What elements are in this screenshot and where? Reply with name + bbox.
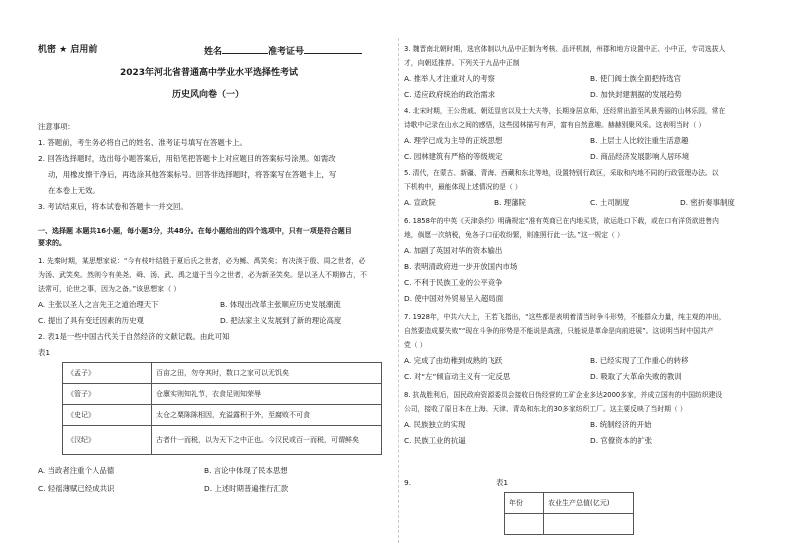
q8-stem: 公司，接收了原日本在上海、天津、青岛和东北的30多家纺织工厂。这主要反映了当时期（ ）: [404, 405, 687, 413]
q3-stem: 才，向朝廷推荐。下列关于九品中正制: [404, 59, 520, 67]
q5-option-b: B. 理藩院: [494, 198, 526, 207]
q6-option-d: D. 使中国对外贸易呈入超局面: [404, 294, 504, 303]
table-row: [505, 514, 634, 535]
q4-stem: 4. 北宋时期，王公贵戚、朝廷显官以及士大夫等，长期身居京师，还经常出游至风景秀丽的山林乐园，常在: [404, 107, 726, 115]
q4-option-d: D. 商品经济发展影响人居环境: [590, 152, 690, 161]
q1-stem: 1. 先秦时期，某思想家说：“今有枝叶结胜于夏后氏之世者，必为鲧、禹笑矣；有决渎于殷、周之世者，必: [38, 257, 366, 265]
q5-option-a: A. 宣政院: [404, 198, 436, 207]
q4-stem: 诗歌中记录在山水之间的感悟，这些园林描写有声，富有自然意趣。赫赫别聚风采。这表明当时（ ）: [404, 121, 706, 129]
q2-stem: 2. 表1是一些中国古代关于自然经济的文献记载。由此可知: [38, 332, 230, 341]
table-cell: 仓廪实则知礼节，衣食足则知荣辱: [152, 384, 382, 405]
table-cell: 《汉纪》: [63, 426, 152, 455]
q3-option-d: D. 加快封建割据的发展趋势: [590, 90, 682, 99]
q2-option-a: A. 当政者注重个人品德: [38, 466, 115, 475]
q4-option-a: A. 理学已成为主导的正统思想: [404, 136, 503, 145]
q6-option-c: C. 不利于民族工业的公平竞争: [404, 278, 503, 287]
q6-stem: 地，倘愿一次纳税，免各子口征收纷繁，则准照行此一法。”这一规定（ ）: [404, 231, 624, 239]
ticket-label: 准考证号: [268, 47, 305, 57]
table-cell: 百亩之田，勿夺其时，数口之家可以无饥矣: [152, 363, 382, 384]
q5-stem: 5. 清代，在蒙古、新疆、青海、西藏和东北等地，设置特别行政区，采取和内地不同的行政管理办法。以: [404, 169, 719, 177]
table-row: [63, 363, 382, 384]
table-cell: [544, 514, 634, 535]
table-cell: [505, 514, 544, 535]
q1-option-a: A. 主张以圣人之言先王之道治理天下: [38, 300, 159, 309]
table-row: [63, 426, 382, 455]
q9-number: 9.: [404, 478, 412, 487]
q5-option-c: C. 土司制度: [590, 198, 630, 207]
name-blank: [222, 45, 268, 54]
note-line: 2. 回答选择题时，选出每小题答案后，用铅笔把答题卡上对应题目的答案标号涂黑。如需改: [38, 154, 336, 163]
note-line: 在本卷上无效。: [48, 186, 100, 195]
q2-table: [62, 362, 382, 455]
q4-option-b: B. 上层士人比较注重生活意趣: [590, 136, 689, 145]
name-field: [204, 45, 362, 57]
secret-label: 机密 ★ 启用前: [38, 45, 98, 55]
note-line: 1. 答题前，考生务必将自己的姓名、准考证号填写在答题卡上。: [38, 138, 247, 147]
table-row: [505, 493, 634, 514]
table-cell: 太仓之粟陈陈相因，充溢露积于外，至腐败不可食: [152, 405, 382, 426]
q8-option-a: A. 民族独立的实现: [404, 420, 466, 429]
q6-stem: 6. 1858年的中英《天津条约》明确规定“准有英商已在内地买货，欲运赴口下载，或在口有洋货欲进售内: [404, 217, 719, 225]
q7-option-d: D. 吸取了大革命失败的教训: [590, 372, 682, 381]
section-heading: 一、选择题 本题共16小题，每小题3分，共48分。在每小题给出的四个选项中，只有一项是符合题目: [38, 227, 352, 235]
note-line: 动，用橡皮擦干净后，再选涂其他答案标号。回答非选择题时，将答案写在答题卡上，写: [48, 170, 337, 179]
q1-option-c: C. 提出了具有变迁因素的历史观: [38, 316, 144, 325]
q9-table-label: 表1: [496, 478, 509, 487]
q7-option-b: B. 已经实现了工作重心的转移: [590, 356, 689, 365]
name-label: 姓名: [204, 47, 223, 57]
q3-stem: 3. 魏晋南北朝时期，选官体制以九品中正制为考核、品评机制，州郡和地方设置中正、小中正，专司选拔人: [404, 45, 726, 53]
q8-stem: 8. 抗战胜利后，国民政府资源委员会接收日伪经营的工矿企业多达2000多家，并成立国有的中国纺织建设: [404, 391, 723, 399]
table-cell: 《管子》: [63, 384, 152, 405]
q2-option-b: B. 言论中体现了民本思想: [204, 466, 288, 475]
exam-title: 2023年河北省普通高中学业水平选择性考试: [120, 68, 299, 78]
q3-option-b: B. 使门阀士族全面把持选官: [590, 74, 682, 83]
q8-option-c: C. 民族工业的抗逼: [404, 436, 466, 445]
q8-option-b: B. 统制经济的开始: [590, 420, 652, 429]
q9-table: [504, 492, 634, 535]
q6-option-a: A. 加剧了英国对华的资本输出: [404, 246, 503, 255]
q4-option-c: C. 园林建筑有严格的等级规定: [404, 152, 503, 161]
table-cell: 《史记》: [63, 405, 152, 426]
q7-option-a: A. 完成了由幼稚到成熟的飞跃: [404, 356, 503, 365]
table-header-cell: 农业生产总值(亿元): [544, 493, 634, 514]
q2-option-d: D. 上述时期普遍推行汇款: [204, 484, 289, 493]
exam-subtitle: 历史风向卷（一）: [172, 90, 245, 100]
q1-stem: 法常可，论世之事，因为之备。”该思想家（ ）: [38, 285, 181, 293]
table-row: [63, 384, 382, 405]
q5-stem: 下机构中，最能体现上述情况的是（ ）: [404, 183, 522, 191]
q2-table-label: 表1: [38, 348, 51, 357]
q5-option-d: D. 密折奏事制度: [680, 198, 735, 207]
q8-option-d: D. 官僚资本的扩张: [590, 436, 653, 445]
q1-option-b: B. 体现出改革主张顺应历史发展潮流: [220, 300, 341, 309]
q3-option-a: A. 推举人才注重对人的考察: [404, 74, 495, 83]
table-cell: 《孟子》: [63, 363, 152, 384]
notes-heading: 注意事项:: [38, 122, 71, 131]
q1-option-d: D. 把法家主义发展到了新的理论高度: [220, 316, 342, 325]
q6-option-b: B. 表明清政府进一步开放国内市场: [404, 262, 518, 271]
q7-option-c: C. 对“左”倾盲动主义有一定反思: [404, 372, 511, 381]
column-divider: [398, 38, 400, 543]
note-line: 3. 考试结束后，将本试卷和答题卡一并交回。: [38, 202, 188, 211]
q3-option-c: C. 适应政府统治的政治需求: [404, 90, 496, 99]
q2-option-c: C. 轻徭薄赋已经成共识: [38, 484, 115, 493]
q1-stem: 为汤、武笑矣。然则今有美尧、舜、汤、武、禹之道于当今之世者，必为新圣笑矣。是以圣人不期修古，不: [38, 271, 367, 279]
q7-stem: 党（ ）: [404, 341, 427, 349]
q7-stem: 7. 1928年，中共六大上，王若飞指出，“这些都是表明着清当时争斗形势，不能群众力量，纯主观的冲出，: [404, 313, 726, 321]
table-row: [63, 405, 382, 426]
table-cell: 古者什一而税，以为天下之中正也。今汉民或百一而税，可谓鲜矣: [152, 426, 382, 455]
table-header-cell: 年份: [505, 493, 544, 514]
q7-stem: 自然要造成要失败”“现在斗争的形势是不能说是高涨，只能说是革命是向前进展”。这说明当时中国共产: [404, 327, 714, 335]
section-heading-cont: 要求的。: [38, 239, 66, 247]
ticket-blank: [304, 45, 362, 54]
